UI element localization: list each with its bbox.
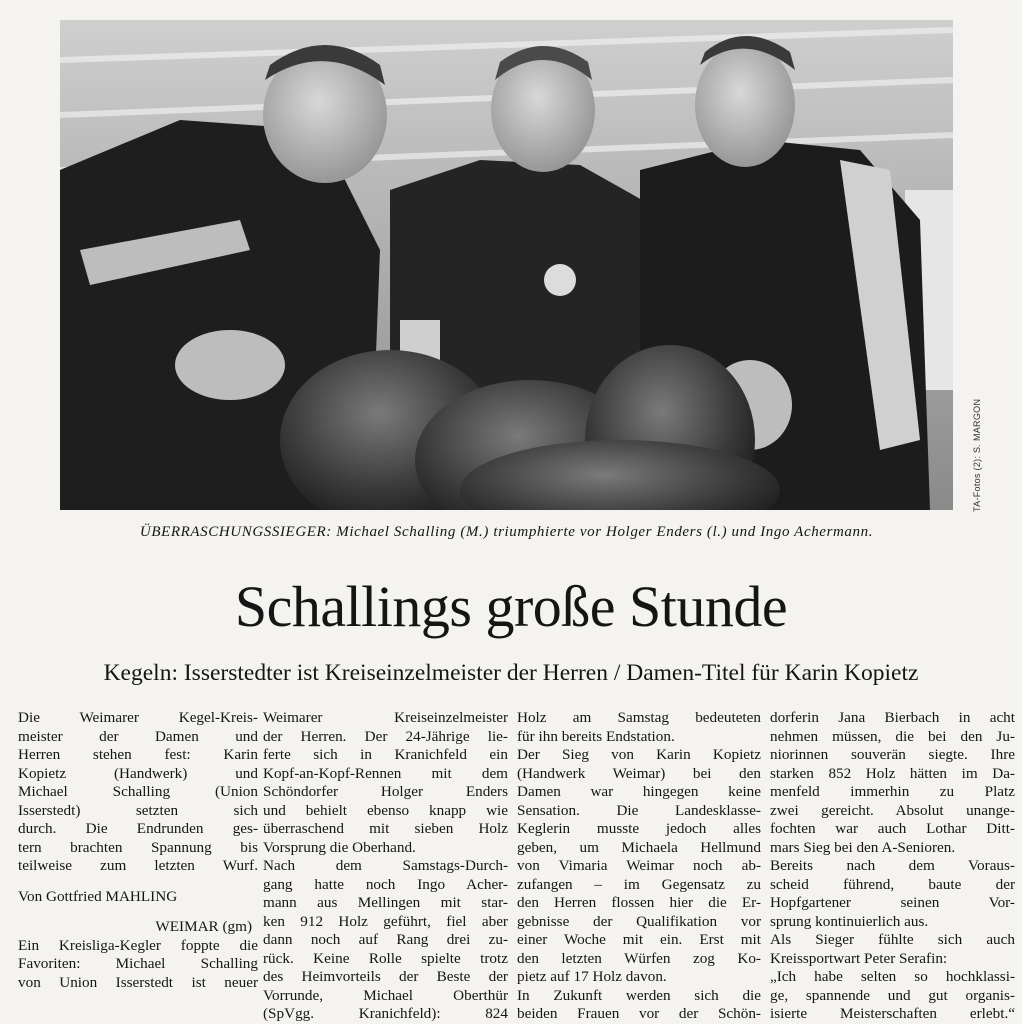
text-line: Der Sieg von Karin Kopietz: [517, 746, 761, 763]
text-line: ge, spannende und gut organis-: [770, 986, 1015, 1004]
text-line: geben, um Michaela Hellmund: [517, 838, 761, 856]
text-line: ken 912 Holz geführt, fiel aber: [263, 912, 508, 930]
text-line: Bereits nach dem Voraus-: [770, 857, 1015, 874]
text-line: mann aus Mellingen mit star-: [263, 894, 508, 911]
text-line: dann noch auf Rang drei zu-: [263, 931, 508, 948]
lead-paragraph: [18, 709, 258, 876]
text-line: Die Weimarer Kegel-Kreis-: [18, 709, 258, 726]
text-line: rück. Keine Rolle spielte trotz: [263, 949, 508, 967]
text-line: (SpVgg. Kranichfeld): 824: [263, 1005, 508, 1022]
text-line: Isserstedt) setzten sich: [18, 801, 258, 819]
text-line: Nach dem Samstags-Durch-: [263, 857, 508, 874]
text-line: scheid führend, baute der: [770, 875, 1015, 893]
text-line: Schöndorfer Holger Enders: [263, 783, 508, 800]
text-line: starken 852 Holz hätten im Da-: [770, 764, 1015, 782]
text-line: Favoriten: Michael Schalling: [18, 955, 258, 972]
text-line: zufangen – im Gegensatz zu: [517, 875, 761, 893]
byline: Von Gottfried MAHLING: [18, 887, 178, 905]
text-line: von Vimaria Weimar noch ab-: [517, 857, 761, 874]
text-line: Herren stehen fest: Karin: [18, 746, 258, 763]
text-line: Kopietz (Handwerk) und: [18, 764, 258, 782]
subheadline: Kegeln: Isserstedter ist Kreiseinzelmeister der Herren / Damen-Titel für Karin Kopietz: [103, 660, 919, 686]
text-line: durch. Die Endrunden ges-: [18, 820, 258, 837]
text-line: Ein Kreisliga-Kegler foppte die: [18, 936, 258, 954]
text-line: niorinnen souverän siegte. Ihre: [770, 746, 1015, 763]
headline: Schallings große Stunde: [234, 574, 788, 639]
text-line: dorferin Jana Bierbach in acht: [770, 709, 1015, 726]
text-line: und behielt ebenso knapp wie: [263, 801, 508, 819]
text-line: „Ich habe selten so hochklassi-: [770, 968, 1015, 985]
article-column-3: [517, 709, 761, 1024]
text-line: mars Sieg bei den A-Senioren.: [770, 838, 956, 856]
text-line: für ihn bereits Endstation.: [517, 727, 675, 745]
text-line: Keglerin musste jedoch alles: [517, 820, 761, 837]
dateline: WEIMAR (gm): [155, 918, 252, 935]
text-line: In Zukunft werden sich die: [517, 986, 761, 1004]
text-line: beiden Frauen vor der Schön-: [517, 1005, 761, 1022]
text-line: sprung kontinuierlich aus.: [770, 912, 929, 930]
text-line: ferte sich in Kranichfeld ein: [263, 746, 508, 763]
text-line: des Heimvorteils der Beste der: [263, 968, 508, 985]
text-line: meister der Damen und: [18, 727, 258, 745]
text-line: zwei gereicht. Absolut unange-: [770, 801, 1015, 819]
text-line: überraschend mit sieben Holz: [263, 820, 508, 837]
article-photo: [60, 20, 953, 510]
text-line: teilweise zum letzten Wurf.: [18, 857, 258, 874]
text-line: von Union Isserstedt ist neuer: [18, 973, 258, 991]
text-line: isierte Meisterschaften erlebt.“: [770, 1005, 1015, 1022]
text-line: fochten war auch Lothar Ditt-: [770, 820, 1015, 837]
text-line: gebnisse der Qualifikation vor: [517, 912, 761, 930]
bowling-players-photo: [60, 20, 953, 510]
body-start: [18, 937, 258, 993]
text-line: Vorrunde, Michael Oberthür: [263, 986, 508, 1004]
text-line: einer Woche mit ein. Erst mit: [517, 931, 761, 948]
caption-text: Michael Schalling (M.) triumphierte vor Holger Enders (l.) und Ingo Achermann.: [336, 524, 874, 540]
text-line: Hopfgartener seinen Vor-: [770, 894, 1015, 911]
article-column-2: [263, 709, 508, 1024]
text-line: Weimarer Kreiseinzelmeister: [263, 709, 508, 726]
photo-caption: [60, 524, 953, 541]
text-line: (Handwerk Weimar) bei den: [517, 764, 761, 782]
text-line: Kreissportwart Peter Serafin:: [770, 949, 948, 967]
caption-lead: ÜBERRASCHUNGSSIEGER:: [139, 524, 332, 540]
text-line: Vorsprung die Oberhand.: [263, 838, 416, 856]
article-column-4: [770, 709, 1015, 1024]
text-line: Holz am Samstag bedeuteten: [517, 709, 761, 726]
text-line: Kopf-an-Kopf-Rennen mit dem: [263, 764, 508, 782]
text-line: der Herren. Der 24-Jährige lie-: [263, 727, 508, 745]
article-column-1: [18, 709, 258, 992]
text-line: tern brachten Spannung bis: [18, 838, 258, 856]
text-line: menfeld immerhin zu Platz: [770, 783, 1015, 800]
text-line: den Herren flossen hier die Er-: [517, 894, 761, 911]
text-line: Als Sieger fühlte sich auch: [770, 931, 1015, 948]
text-line: pietz auf 17 Holz davon.: [517, 968, 667, 985]
text-line: nehmen müssen, die bei den Ju-: [770, 727, 1015, 745]
text-line: Damen war hingegen keine: [517, 783, 761, 800]
photo-credit: TA-Fotos (2): S. MARGON: [972, 398, 982, 512]
text-line: Michael Schalling (Union: [18, 783, 258, 800]
text-line: gang hatte noch Ingo Acher-: [263, 875, 508, 893]
text-line: den letzten Würfen zog Ko-: [517, 949, 761, 967]
text-line: Sensation. Die Landesklasse-: [517, 801, 761, 819]
